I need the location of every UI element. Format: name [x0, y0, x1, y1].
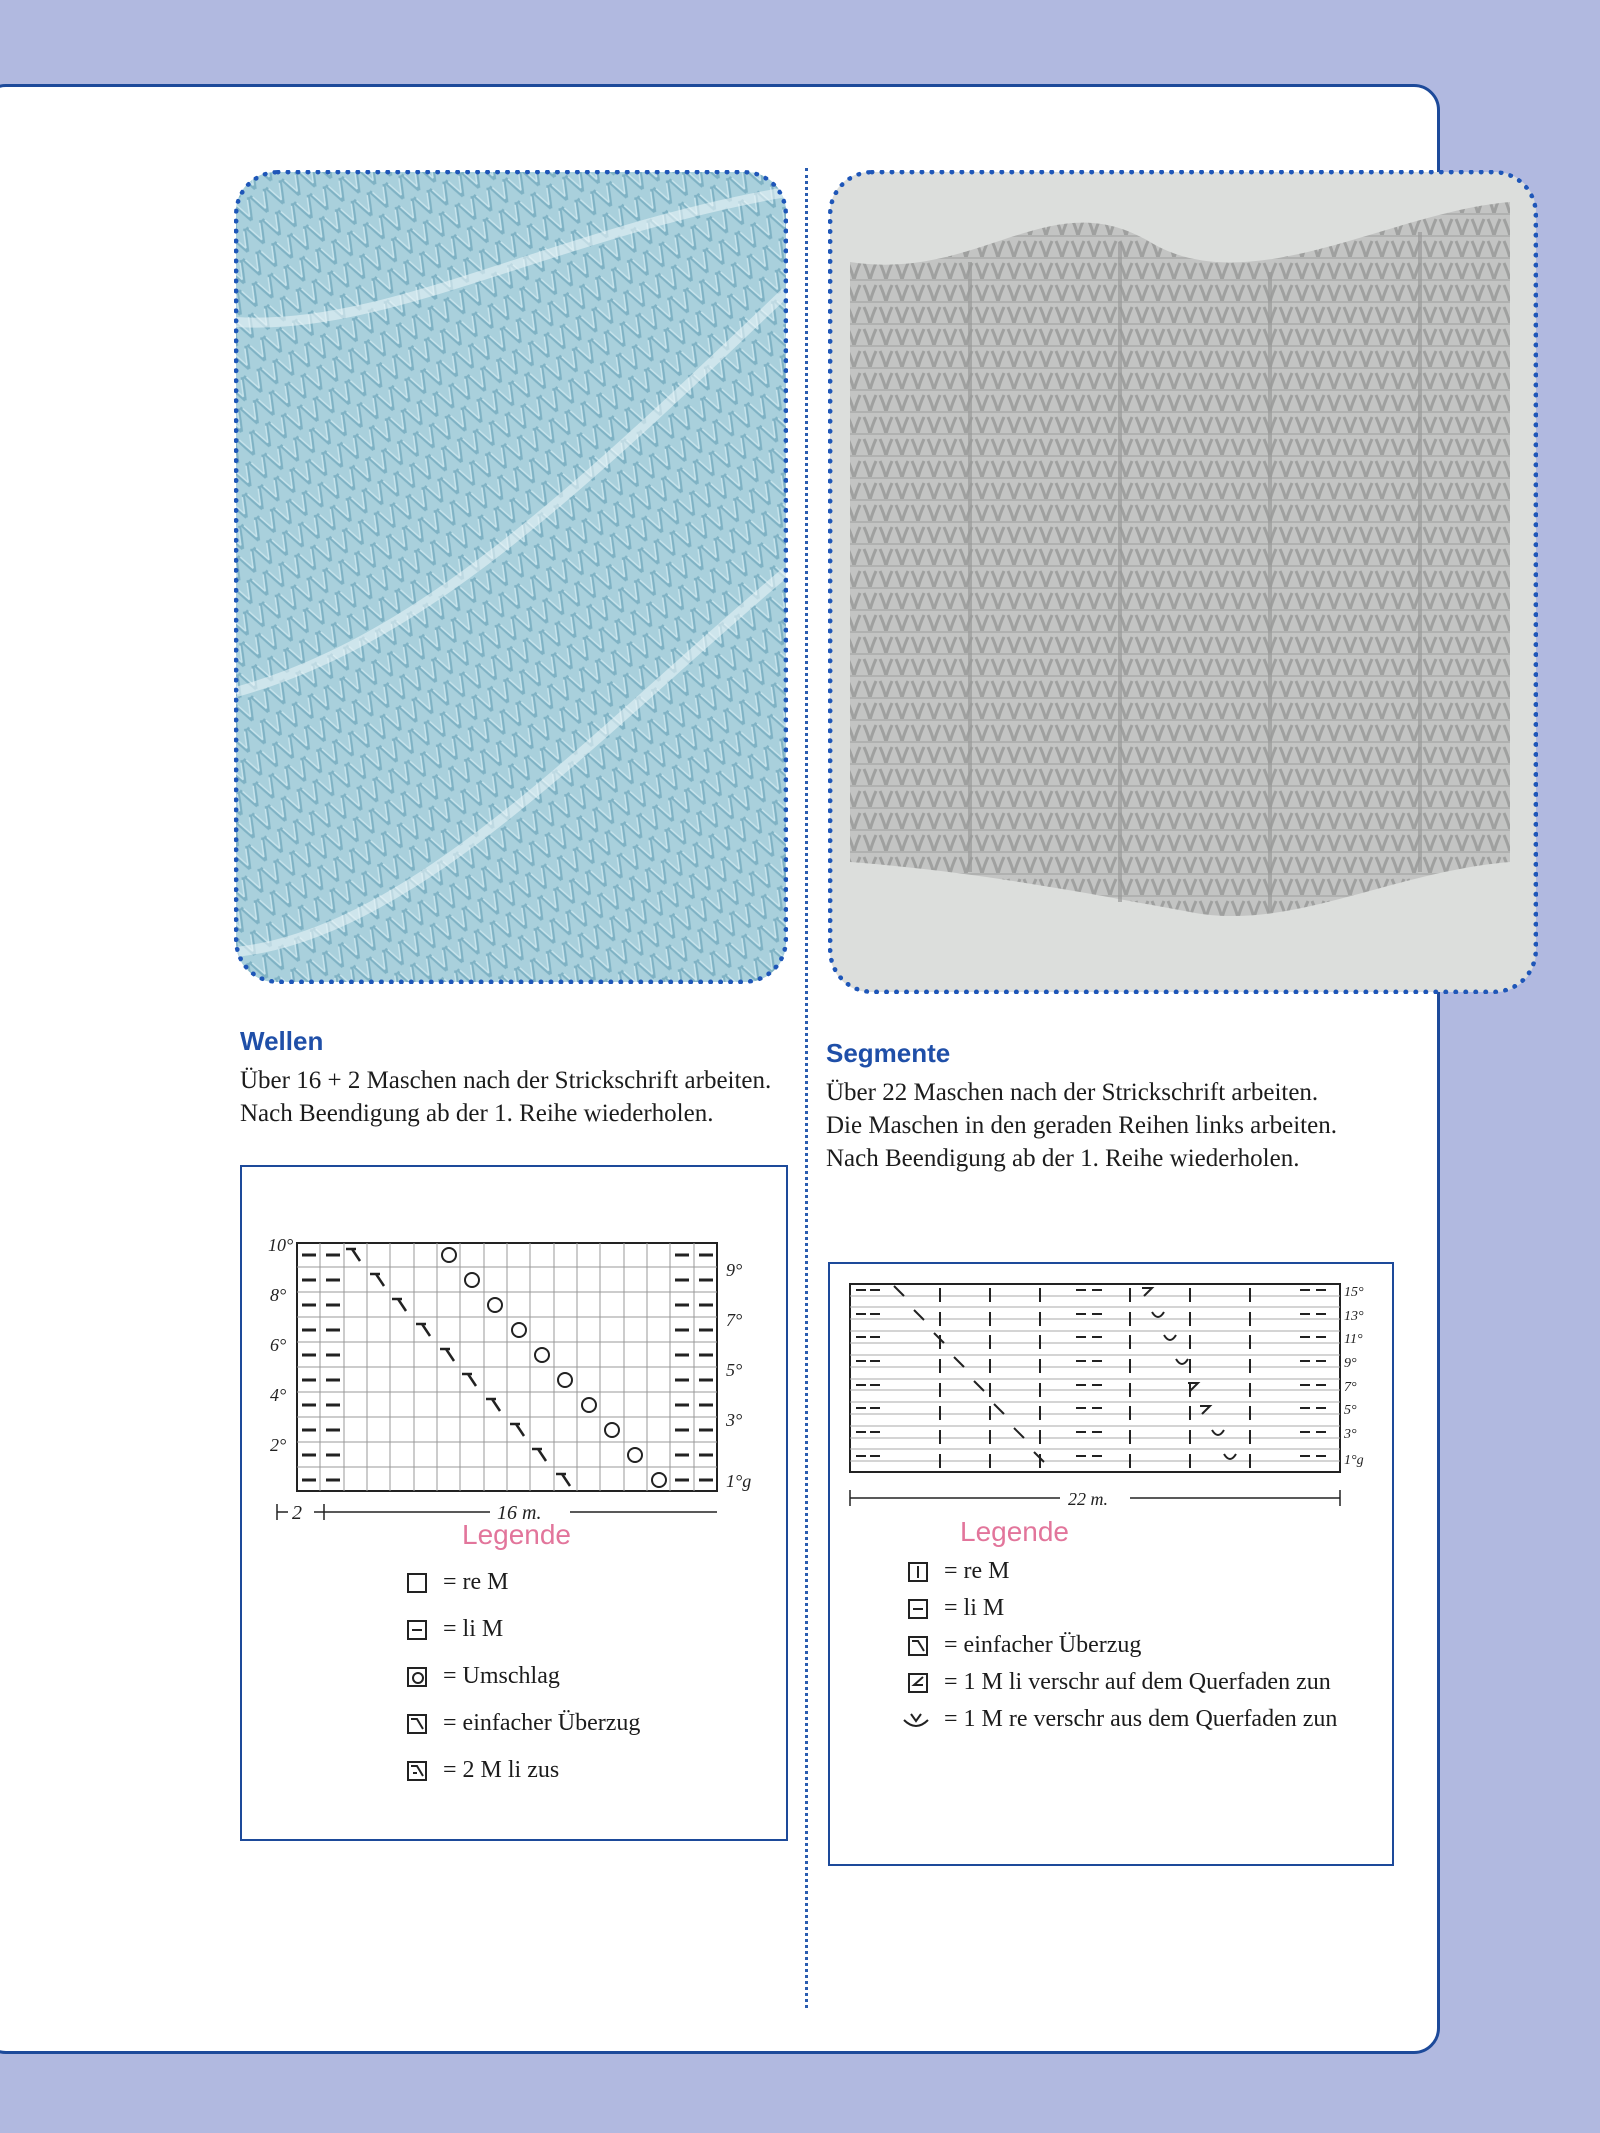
purl-two-together-icon [407, 1761, 427, 1781]
segmente-legend-row-knit [908, 1558, 1010, 1585]
row-label-1: 1°g [726, 1471, 752, 1491]
legend-text: = Umschlag [443, 1663, 560, 1689]
slip-decrease-icon [908, 1636, 928, 1656]
legend-text: = einfacher Überzug [944, 1632, 1142, 1658]
purl-square-icon [908, 1599, 928, 1619]
row-label-7: 7° [726, 1310, 743, 1330]
wellen-legend-row-yarnover [407, 1663, 560, 1690]
yarn-over-icon [407, 1667, 427, 1687]
segmente-knitting-chart [830, 1276, 1392, 1526]
wellen-legend-row-knit [407, 1569, 509, 1596]
row-label-13: 13° [1344, 1309, 1364, 1324]
row-label-8: 8° [270, 1285, 287, 1305]
wellen-legend-title: Legende [462, 1519, 572, 1550]
segmente-legend-row-purl [908, 1595, 1004, 1622]
row-label-5: 5° [726, 1360, 743, 1380]
knit-increase-icon [902, 1710, 930, 1730]
wellen-description: Über 16 + 2 Maschen nach der Strickschrift arbeiten. Nach Beendigung ab der 1. Reihe wiederholen. [240, 1067, 772, 1127]
segmente-description: Über 22 Maschen nach der Strickschrift arbeiten. Die Maschen in den geraden Reihen links arbeiten. Nach Beendigung ab der 1. Reihe wiederholen. [826, 1079, 1337, 1172]
legend-text: = 2 M li zus [443, 1757, 560, 1783]
row-label-7: 7° [1344, 1380, 1357, 1395]
legend-text: = re M [944, 1558, 1010, 1584]
wellen-legend-row-p2tog [407, 1757, 559, 1784]
wellen-title: Wellen [240, 1026, 324, 1056]
segmente-title: Segmente [826, 1038, 951, 1068]
legend-text: = li M [443, 1616, 504, 1642]
purl-increase-icon [908, 1673, 928, 1693]
row-label-5: 5° [1344, 1403, 1357, 1418]
legend-text: = 1 M li verschr auf dem Querfaden zun [944, 1669, 1331, 1695]
wellen-legend-row-purl [407, 1616, 503, 1643]
row-label-6: 6° [270, 1335, 287, 1355]
row-label-2: 2° [270, 1435, 287, 1455]
segmente-legend-row-knit-increase [902, 1706, 1337, 1733]
row-label-15: 15° [1344, 1285, 1364, 1300]
segmente-legend-row-slip [908, 1632, 1141, 1659]
segmente-photo [830, 172, 1536, 992]
legend-text: = re M [443, 1569, 509, 1595]
row-label-11: 11° [1344, 1332, 1363, 1347]
wellen-chart-box [240, 1165, 788, 1841]
row-label-1: 1°g [1344, 1453, 1364, 1468]
row-label-9: 9° [1344, 1356, 1357, 1371]
width-label-repeat: 22 m. [1068, 1489, 1108, 1509]
segmente-chart-box [828, 1262, 1394, 1866]
row-label-3: 3° [726, 1410, 743, 1430]
width-label-edge: 2 [292, 1502, 302, 1524]
row-label-10: 10° [268, 1235, 294, 1255]
legend-text: = li M [944, 1595, 1005, 1621]
knit-square-icon [908, 1562, 928, 1582]
wellen-knitting-chart [242, 1197, 786, 1497]
segmente-legend-title: Legende [960, 1516, 1070, 1547]
legend-text: = einfacher Überzug [443, 1710, 641, 1736]
row-label-4: 4° [270, 1385, 287, 1405]
row-label-9: 9° [726, 1260, 743, 1280]
row-label-3: 3° [1344, 1427, 1357, 1442]
wellen-legend-row-slip [407, 1710, 640, 1737]
knit-square-icon [407, 1573, 427, 1593]
segmente-legend-row-purl-increase [908, 1669, 1331, 1696]
legend-text: = 1 M re verschr aus dem Querfaden zun [944, 1706, 1338, 1732]
purl-square-icon [407, 1620, 427, 1640]
width-label-repeat: 16 m. [497, 1502, 542, 1524]
wellen-photo [236, 172, 786, 982]
slip-decrease-icon [407, 1714, 427, 1734]
